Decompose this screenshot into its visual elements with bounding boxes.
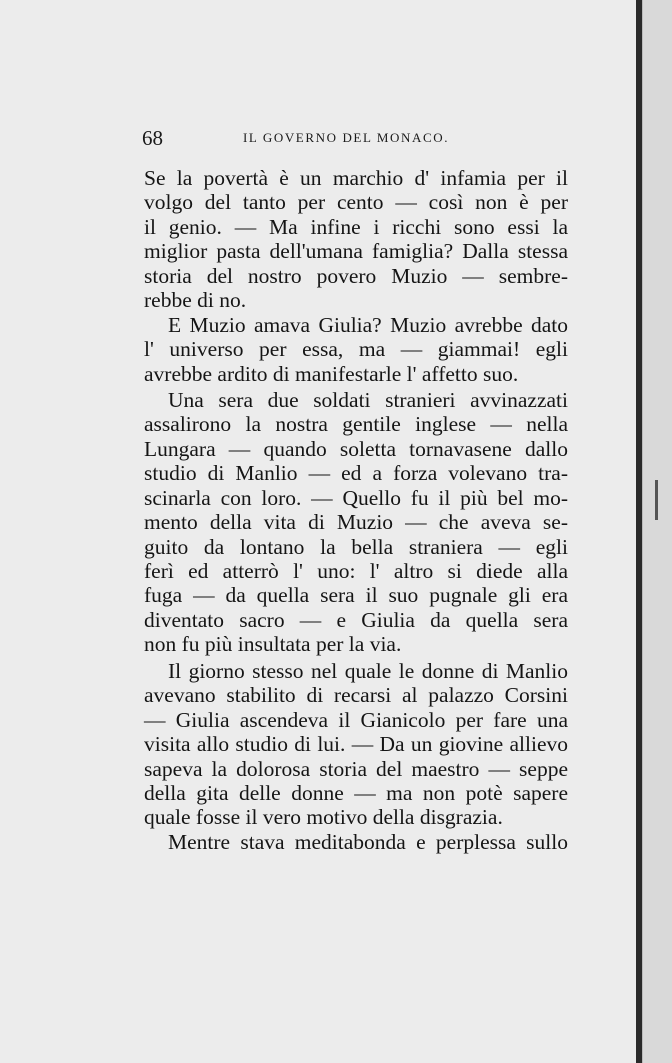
text-line: ferì ed atterrò l' uno: l' altro si diede alla [144, 559, 568, 583]
text-line: mento della vita di Muzio — che aveva se- [144, 510, 568, 535]
text-line: studio di Manlio — ed a forza volevano tra- [144, 461, 568, 486]
text-line: E Muzio amava Giulia? Muzio avrebbe dato [168, 312, 568, 337]
text-line: — Giulia ascendeva il Gianicolo per fare una [144, 707, 568, 732]
text-line: avrebbe ardito di manifestarle l' affetto suo. [144, 361, 519, 386]
text-line: Lungara — quando soletta tornavasene dallo [144, 436, 568, 461]
text-line: diventato sacro — e Giulia da quella sera [144, 607, 568, 632]
text-line: non fu più insultata per la via. [144, 632, 402, 657]
facing-page-mark [655, 480, 658, 520]
text-line: storia del nostro povero Muzio — sembre- [144, 263, 568, 288]
text-line: scinarla con loro. — Quello fu il più bel mo- [144, 485, 568, 510]
text-line: fuga — da quella sera il suo pugnale gli era [144, 583, 568, 608]
page-number: 68 [142, 126, 163, 150]
text-line: rebbe di no. [144, 288, 247, 313]
body-text [144, 166, 568, 854]
text-line: Una sera due soldati stranieri avvinazzati [168, 387, 568, 412]
text-line: della gita delle donne — ma non potè sapere [144, 780, 568, 805]
text-line: guito da lontano la bella straniera — egli [144, 534, 568, 559]
text-line: avevano stabilito di recarsi al palazzo Corsini [144, 683, 568, 708]
text-line: sapeva la dolorosa storia del maestro — seppe [144, 756, 568, 781]
text-line: il genio. — Ma infine i ricchi sono essi la [144, 214, 568, 239]
page-header [142, 124, 566, 154]
text-line: l' universo per essa, ma — giammai! egli [144, 337, 568, 362]
text-line: visita allo studio di lui. — Da un giovine allievo [144, 732, 568, 757]
text-line: Se la povertà è un marchio d' infamia per il [144, 166, 568, 190]
text-line: quale fosse il vero motivo della disgrazia. [144, 805, 503, 830]
facing-page-edge [642, 0, 672, 1063]
text-line: Mentre stava meditabonda e perplessa sullo [168, 829, 568, 854]
text-line: miglior pasta dell'umana famiglia? Dalla stessa [144, 239, 568, 264]
running-head: IL GOVERNO DEL MONACO. [243, 130, 450, 145]
text-line: volgo del tanto per cento — così non è per [144, 190, 568, 215]
text-line: assalirono la nostra gentile inglese — nella [144, 412, 568, 437]
text-line: Il giorno stesso nel quale le donne di Manlio [168, 658, 568, 683]
